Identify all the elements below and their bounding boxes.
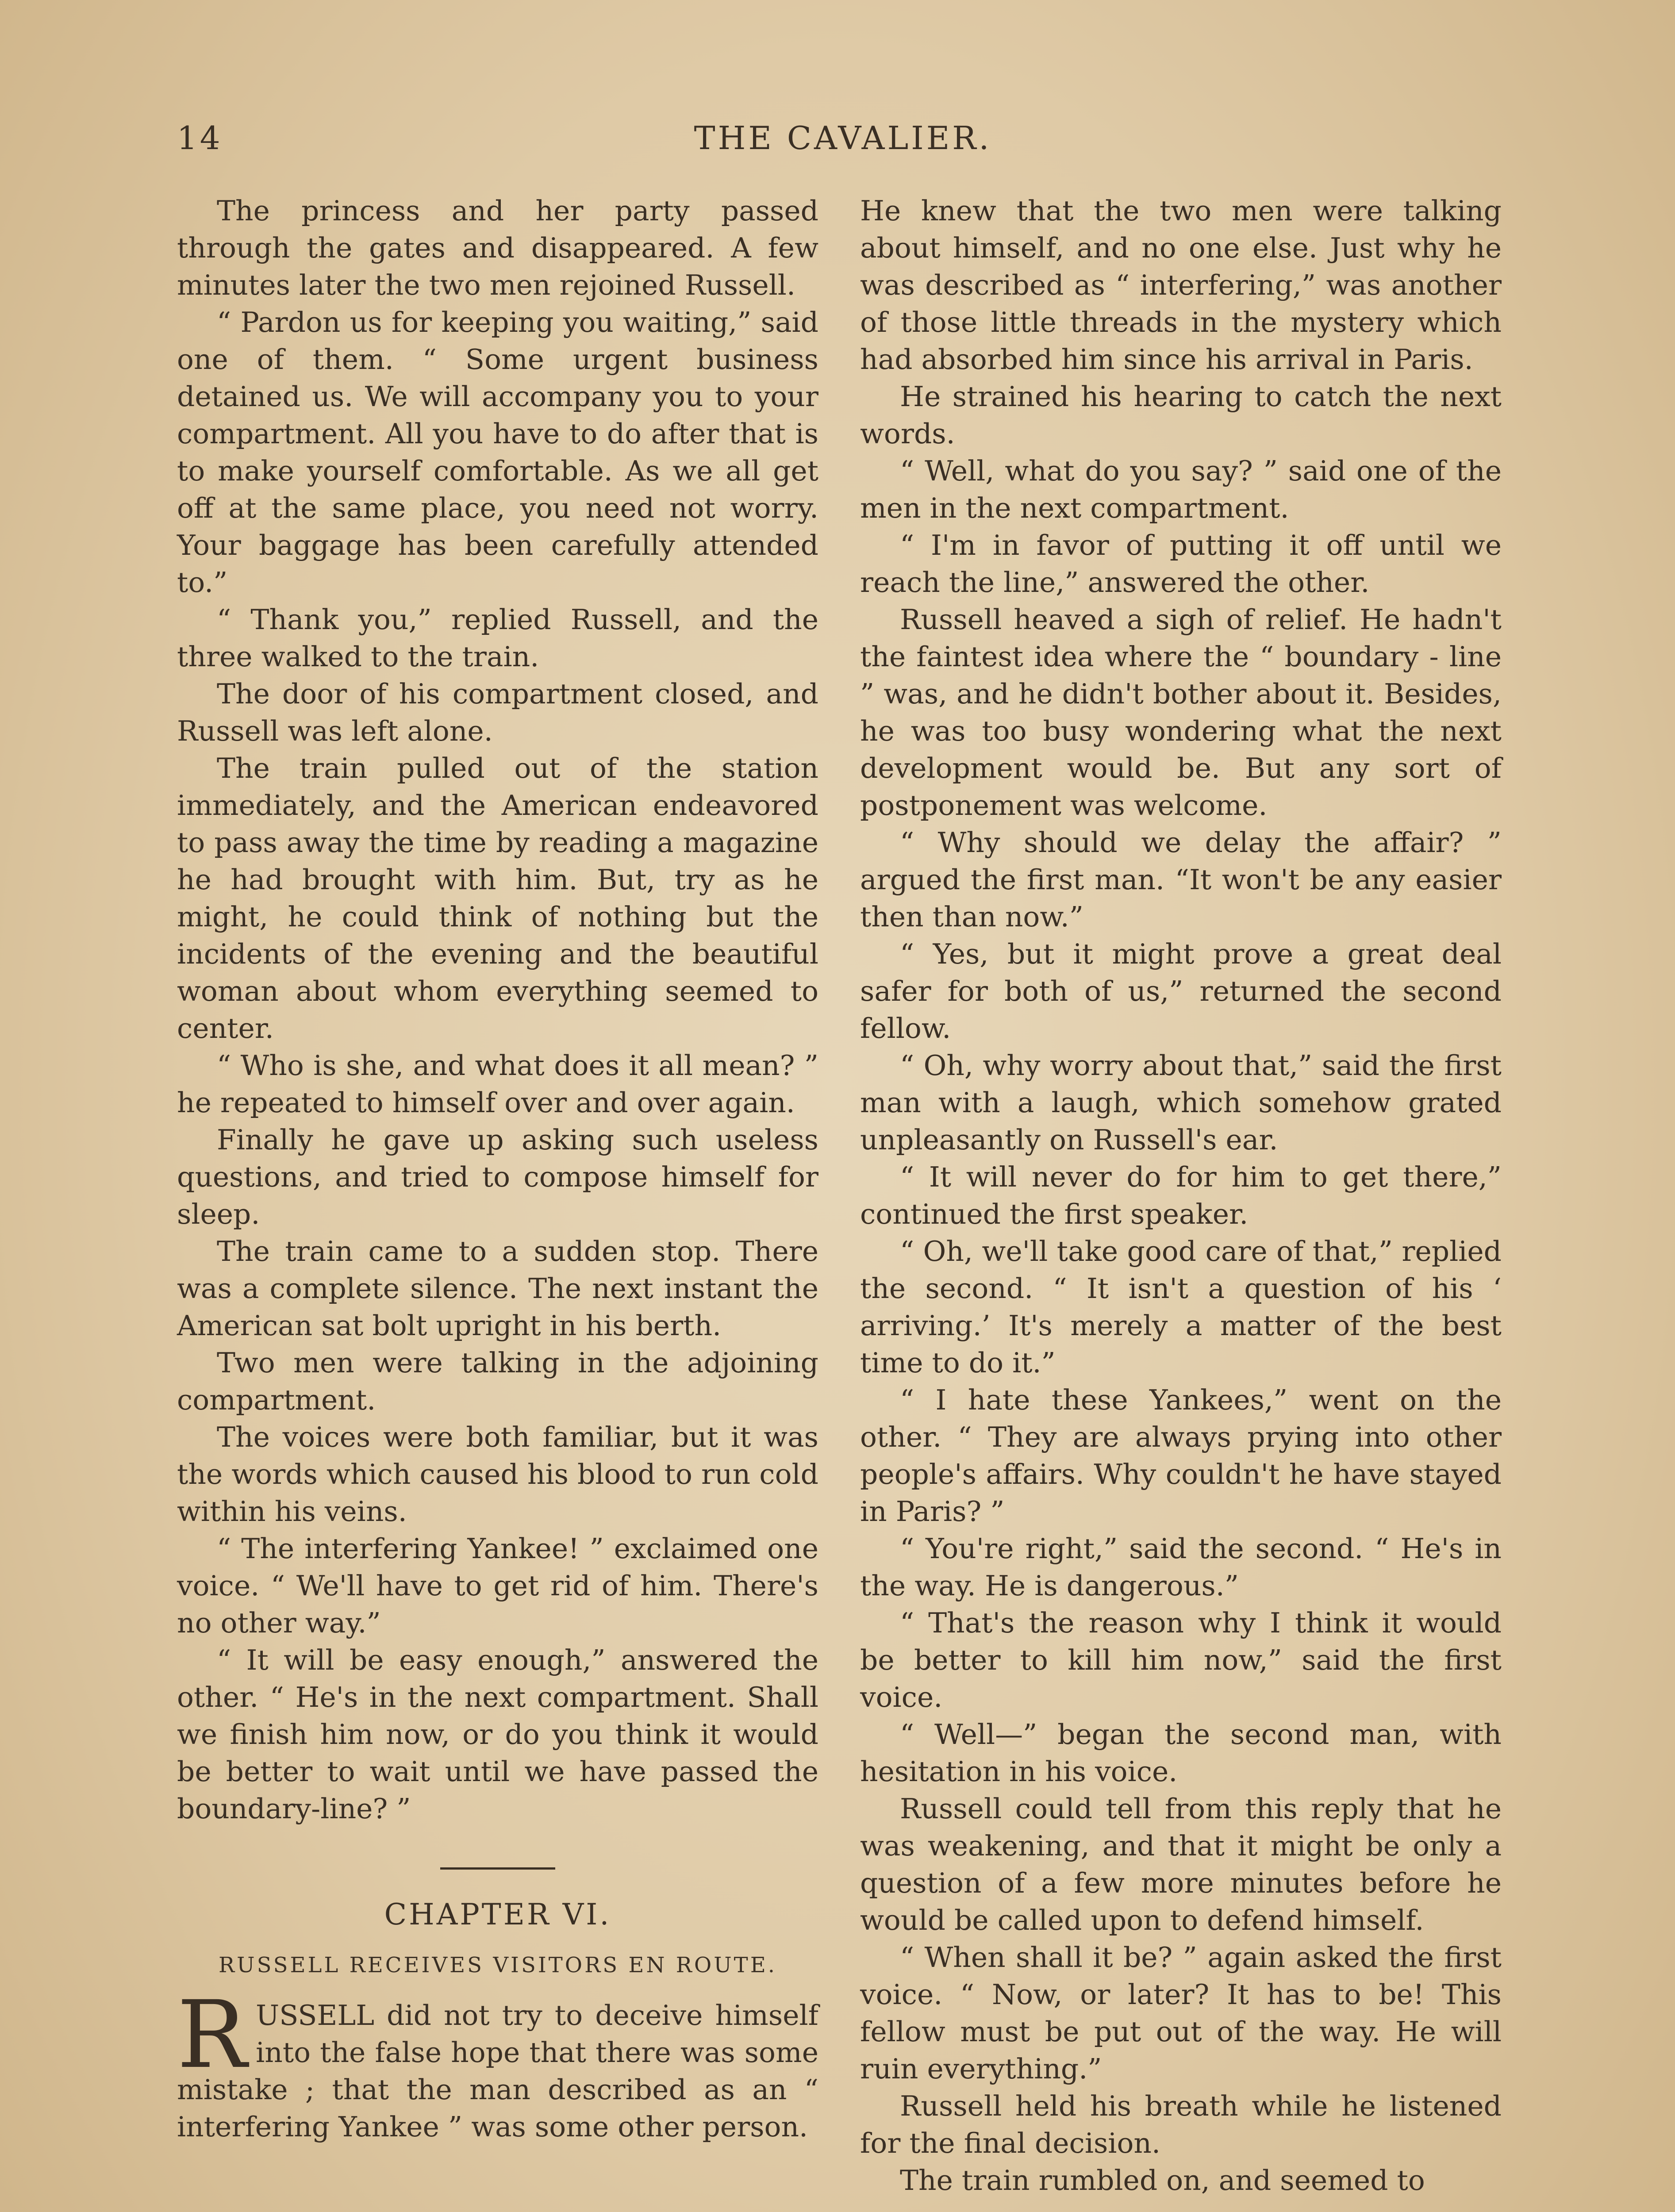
paragraph: “ The interfering Yankee! ” exclaimed one voice. “ We'll have to get rid of him. There's no other way.” [177,1532,818,1639]
chapter-divider [440,1867,555,1870]
paragraph: He strained his hearing to catch the next words. [860,380,1502,450]
running-title: THE CAVALIER. [694,119,992,157]
paragraph: The train pulled out of the station immediately, and the American endeavored to pass away the time by reading a magazine he had brought with him. But, try as he might, he could think of nothing but the incidents of the evening and the beautiful woman about whom everything seemed to center. [177,752,818,1045]
paragraph: The door of his compartment closed, and Russell was left alone. [177,678,818,747]
paragraph: “ It will be easy enough,” answered the other. “ He's in the next compartment. Shall we finish him now, or do you think it would be better to wait until we have passed the boundary-line? ” [177,1644,818,1825]
paragraph: The train came to a sudden stop. There was a complete silence. The next instant the American sat bolt upright in his berth. [177,1235,818,1342]
paragraph: “ Well, what do you say? ” said one of the men in the next compartment. [860,455,1502,524]
paragraph: “ I hate these Yankees,” went on the other. “ They are always prying into other people's affairs. Why couldn't he have stayed in Paris? ” [860,1384,1502,1528]
paragraph: “ Who is she, and what does it all mean? ” he repeated to himself over and over again. [177,1049,818,1119]
opening-text: USSELL did not try to deceive himself into the false hope that there was some mistake ; that the man described as an “ interfering Yankee ” was some other person. [177,1999,818,2143]
paragraph: Two men were talking in the adjoining compartment. [177,1347,818,1416]
chapter-subtitle: RUSSELL RECEIVES VISITORS EN ROUTE. [219,1953,777,1978]
paragraph: “ When shall it be? ” again asked the first voice. “ Now, or later? It has to be! This fellow must be put out of the way. He will ruin everything.” [860,1941,1502,2085]
paragraph: “ Pardon us for keeping you waiting,” said one of them. “ Some urgent business detained us. We will accompany you to your compartment. All you have to do after that is to make yourself comfortable. As we all get off at the same place, you need not worry. Your baggage has been carefully attended to.” [177,306,818,599]
page-number: 14 [177,119,223,157]
paragraph: Russell heaved a sigh of relief. He hadn't the faintest idea where the “ boundary - line ” was, and he didn't bother about it. Besides, he was too busy wondering what the next development would be. But any sort of postponement was welcome. [860,603,1502,822]
paragraph: “ Well—” began the second man, with hesitation in his voice. [860,1718,1502,1788]
paragraph: “ Oh, we'll take good care of that,” replied the second. “ It isn't a question of his ‘ arriving.’ It's merely a matter of the best time to do it.” [860,1235,1502,1379]
paragraph: “ Yes, but it might prove a great deal safer for both of us,” returned the second fellow. [860,938,1502,1045]
chapter-title: CHAPTER VI. [384,1897,611,1932]
paragraph: He knew that the two men were talking about himself, and no one else. Just why he was described as “ interfering,” was another of those little threads in the mystery which had absorbed him since his arrival in Paris. [860,195,1502,376]
paragraph: The voices were both familiar, but it was the words which caused his blood to run cold within his veins. [177,1421,818,1528]
paragraph: Russell could tell from this reply that he was weakening, and that it might be only a question of a few more minutes before he would be called upon to defend himself. [860,1793,1502,1936]
chapter-opening-paragraph [177,1981,818,2146]
right-column [860,192,1502,2199]
paragraph: “ It will never do for him to get there,” continued the first speaker. [860,1161,1502,1230]
paragraph: “ Oh, why worry about that,” said the first man with a laugh, which somehow grated unpleasantly on Russell's ear. [860,1049,1502,1156]
paragraph: Russell held his breath while he listened for the final decision. [860,2090,1502,2159]
paragraph: “ I'm in favor of putting it off until we reach the line,” answered the other. [860,529,1502,599]
paragraph: “ That's the reason why I think it would be better to kill him now,” said the first voice. [860,1607,1502,1713]
left-column [177,192,818,2146]
drop-cap: R [177,1981,247,2089]
paragraph: The train rumbled on, and seemed to [900,2164,1425,2197]
paragraph: “ Why should we delay the affair? ” argued the first man. “It won't be any easier then than now.” [860,826,1502,933]
page-header [177,119,1509,155]
paragraph: “ You're right,” said the second. “ He's in the way. He is dangerous.” [860,1532,1502,1602]
paragraph: “ Thank you,” replied Russell, and the three walked to the train. [177,603,818,673]
paragraph: Finally he gave up asking such useless questions, and tried to compose himself for sleep. [177,1124,818,1230]
paragraph: The princess and her party passed through the gates and disappeared. A few minutes later the two men rejoined Russell. [177,195,818,301]
